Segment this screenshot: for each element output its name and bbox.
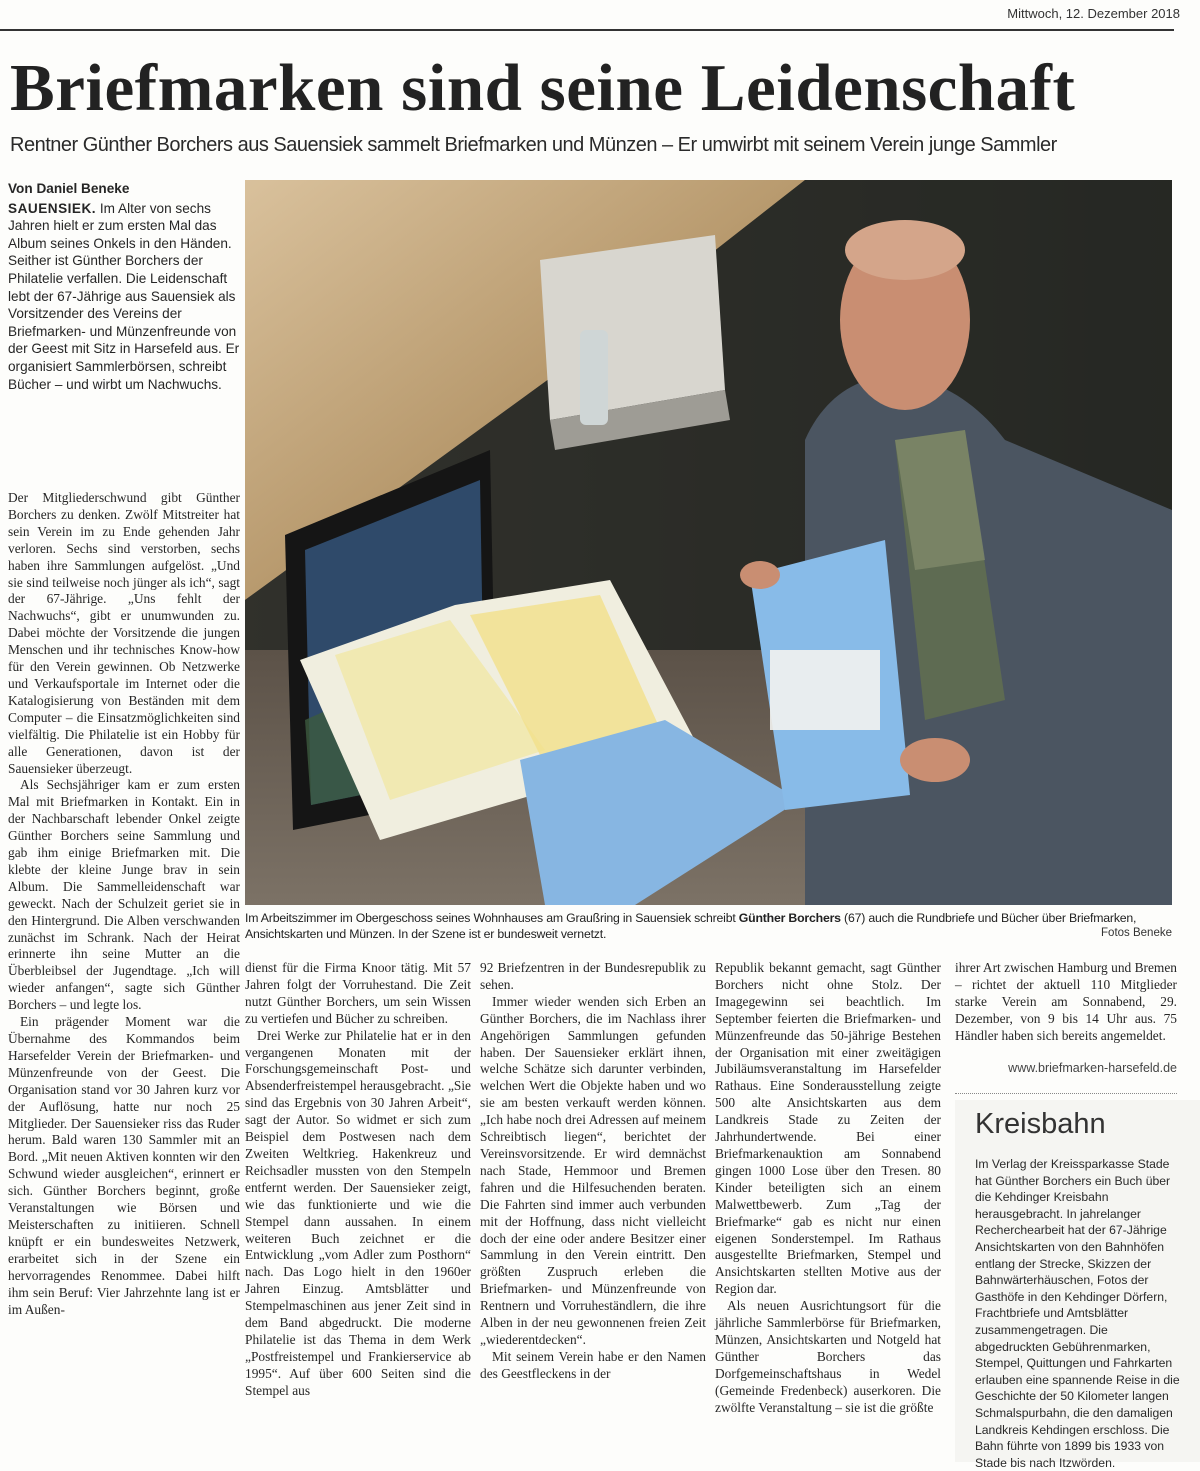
article-column-2: [245, 960, 471, 1400]
lead-text: Im Alter von sechs Jahren hielt er zum ersten Mal das Album seines Onkels in den Händen. Seither ist Günther Borchers der Philatelie verfallen. Die Leidenschaft lebt der 67-Jährige aus Sauensiek als Vorsitzender des Vereins der Briefmarken- und Münzenfreunde von der Geest mit Sitz in Harsefeld aus. Er organisiert Sammlerbörsen, schreibt Bücher – und wirbt um Nachwuchs.: [8, 200, 240, 392]
dotted-divider: [955, 1093, 1177, 1094]
article-lead: [8, 180, 240, 393]
paragraph: Republik bekannt gemacht, sagt Günther Borchers nicht ohne Stolz. Der Imagegewinn sei beachtlich. Im September feierten die Briefmarken- und Münzenfreunde das 50-jährige Bestehen der Organisation mit einer zweitägigen Jubiläumsveranstaltung im Harsefelder Rathaus. Eine Sonderausstellung zeigte 500 alte Ansichtskarten aus dem Landkreis Stade zu Zeiten der Jahrhundertwende. Bei einer Briefmarkenauktion am Sonnabend gingen 1000 Lose über den Tresen. 80 Kinder beteiligten sich an einem Malwettbewerb. Zum „Tag der Briefmarke“ gab es nicht nur einen eigenen Sonderstempel. Im Rathaus ausgestellte Briefmarken, Stempel und Ansichtskarten stellten Motive aus der Region dar.: [715, 960, 941, 1297]
sidebar-box: [955, 1100, 1200, 1470]
article-column-1: [8, 490, 240, 1318]
hand: [900, 738, 970, 782]
caption-text: (67) auch die Rundbriefe und Bücher über Briefmarken, Ansichtskarten und Münzen. In der Szene ist er bundesweit vernetzt.: [245, 911, 1137, 941]
bottle: [580, 330, 608, 425]
paragraph: Als neuen Ausrichtungsort für die jährliche Sammlerbörse für Briefmarken, Münzen, Ansichtskarten und Notgeld hat Günther Borchers das Dorfgemeinschaftshaus in Wedel (Gemeinde Fredenbeck) auserkoren. Die zwölfte Veranstaltung – sie ist die größte: [715, 1298, 941, 1415]
caption-text: Im Arbeitszimmer im Obergeschoss seines Wohnhauses am Graußring in Sauensiek schreibt: [245, 911, 739, 925]
article-column-5: [955, 960, 1177, 1045]
sidebar-title: Kreisbahn: [975, 1108, 1106, 1140]
dateline-place: SAUENSIEK.: [8, 200, 97, 216]
paragraph: 92 Briefzentren in der Bundesrepublik zu sehen.: [480, 960, 706, 992]
sidebar-text: Im Verlag der Kreissparkasse Stade hat Günther Borchers ein Buch über die Kehdinger Kreisbahn herausgebracht. In jahrelanger Recherchearbeit hat der 67-Jährige Ansichtskarten von den Bahnhöfen entlang der Strecke, Skizzen der Bahnwärterhäuschen, Fotos der Gasthöfe in den Kehdinger Dörfern, Frachtbriefe und Amtsblätter zusammengetragen. Die abgedruckten Gebührenmarken, Stempel, Quittungen und Fahrkarten erlauben eine spannende Reise in die Geschichte der 50 Kilometer langen Schmalspurbahn, die den damaligen Landkreis Kehdingen erschloss. Die Bahn führte von 1899 bis 1933 von Stade bis nach Itzwörden.: [975, 1157, 1180, 1470]
photo-illustration: [245, 180, 1172, 905]
photo-caption: [245, 910, 1172, 942]
paragraph: ihrer Art zwischen Hamburg und Bremen – richtet der aktuell 110 Mitglieder starke Verein am Sonnabend, 29. Dezember, von 9 bis 14 Uhr aus. 75 Händler haben sich bereits angemeldet.: [955, 960, 1177, 1043]
article-column-3: [480, 960, 706, 1383]
photo-credit: Fotos Beneke: [1101, 927, 1172, 939]
website-link[interactable]: www.briefmarken-harsefeld.de: [1008, 1061, 1177, 1075]
issue-date: Mittwoch, 12. Dezember 2018: [1007, 6, 1180, 21]
masthead-rule: [0, 29, 1174, 31]
printer: [540, 235, 725, 420]
byline: Von Daniel Beneke: [8, 181, 130, 196]
paragraph: dienst für die Firma Knoor tätig. Mit 57 Jahren folgt der Vorruhestand. Die Zeit nutzt Günther Borchers, um sein Wissen zu vertiefen und Bücher zu schreiben.: [245, 960, 471, 1026]
paragraph: Immer wieder wenden sich Erben an Günther Borchers, die im Nachlass ihrer Angehörigen Sammlungen gefunden haben. Der Sauensieker erklärt ihnen, welche Schätze sich darunter verbinden, welchen Wert die Objekte haben und wo sie am besten verkauft werden können. „Ich habe noch drei Adressen auf meinem Schreibtisch liegen“, berichtet der Vereinsvorsitzende. Er wird demnächst nach Stade, Hemmoor und Bremen fahren und die Hilfesuchenden beraten. Die Fahrten sind immer auch verbunden mit der Hoffnung, dass nicht vielleicht doch der eine oder andere Besitzer einer Sammlung in den Verein eintritt. Den größten Zuspruch erleben die Briefmarken- und Münzenfreunde von Rentnern und Vorruheständlern, die ihre Alben in der neu gewonnenen freien Zeit „wiederentdecken“.: [480, 993, 706, 1347]
caption-name: Günther Borchers: [738, 911, 841, 925]
article-photo: [245, 180, 1172, 905]
headline: Briefmarken sind seine Leidenschaft: [10, 51, 1076, 125]
paragraph: Drei Werke zur Philatelie hat er in den vergangenen Monaten mit der Forschungsgemeinschaft Post- und Absenderfreistempel herausgebracht. „Sie sind das Ergebnis von 30 Jahren Arbeit“, sagt der Autor. So widmet er sich zum Beispiel dem Postwesen nach dem Zweiten Weltkrieg. Hakenkreuz und Reichsadler mussten von den Stempeln entfernt werden. Der Sauensieker zeigt, wie das funktionierte und wie die Stempel dann aussahen. In einem weiteren Buch zeichnet er die Entwicklung „vom Adler zum Posthorn“ nach. Das Logo hielt in den 1960er Jahren Einzug. Amtsblätter und Stempelmaschinen aus jener Zeit sind in dem Band abgedruckt. Die moderne Philatelie ist das Thema in dem Werk „Postfreistempel und Frankierservice ab 1995“. Auf über 600 Seiten sind die Stempel aus: [245, 1027, 471, 1398]
subheadline: Rentner Günther Borchers aus Sauensiek sammelt Briefmarken und Münzen – Er umwirbt mit seinem Verein junge Sammler: [10, 134, 1057, 156]
article-column-4: [715, 960, 941, 1416]
paragraph: Ein prägender Moment war die Übernahme des Kommandos beim Harsefelder Verein der Briefmarken- und Münzenfreunde von der Geest. Die Organisation stand vor 30 Jahren kurz vor der Auflösung, hatte nur noch 25 Mitglieder. Der Sauensieker riss das Ruder herum. Bald waren 130 Sammler mit an Bord. „Mit neuen Aktiven konnten wir den Schwund wieder ausgleichen“, erinnert er sich. Günther Borchers beginnt, große Veranstaltungen wie Börsen und Meisterschaften zu initiieren. Schnell knüpft er ein bundesweites Netzwerk, erarbeitet sich in der Szene ein hervorragendes Renommee. Dabei hilft ihm sein Beruf: Vier Jahrzehnte lang ist er im Außen-: [8, 1014, 240, 1317]
paragraph: Der Mitgliederschwund gibt Günther Borchers zu denken. Zwölf Mitstreiter hat sein Verein im zu Ende gehenden Jahr verloren. Sechs sind verstorben, sechs haben ihre Sammlungen aufgelöst. „Und sie sind teilweise noch jünger als ich“, sagt der 67-Jährige. „Uns fehlt der Nachwuchs“, gibt er unumwunden zu. Dabei möchte der Vorsitzende die jungen Menschen und ihr technisches Know-how für den Verein gewinnen. Ob Netzwerke und Verkaufsportale im Internet oder die Katalogisierung von Beständen mit dem Computer – die Einsatzmöglichkeiten sind vielfältig. Die Philatelie ist ein Hobby für alle Generationen, davon ist der Sauensieker überzeugt.: [8, 490, 240, 776]
paragraph: Als Sechsjähriger kam er zum ersten Mal mit Briefmarken in Kontakt. Ein in der Nachbarschaft lebender Onkel zeigte Günther Borchers seine Sammlung und gab ihm einige Briefmarken mit. Die klebte der kleine Junge brav in sein Album. Die Sammelleidenschaft war geweckt. Nach der Schulzeit geriet sie in den Hintergrund. Die Alben verschwanden zunächst im Schrank. Nach der Heirat erinnerte ihn seine Mutter an die Überbleibsel der Jugendtage. „Ich will wieder anfangen“, sagte sich Günther Borchers – und legte los.: [8, 777, 240, 1013]
paragraph: Mit seinem Verein habe er den Namen des Geestfleckens in der: [480, 1348, 706, 1381]
